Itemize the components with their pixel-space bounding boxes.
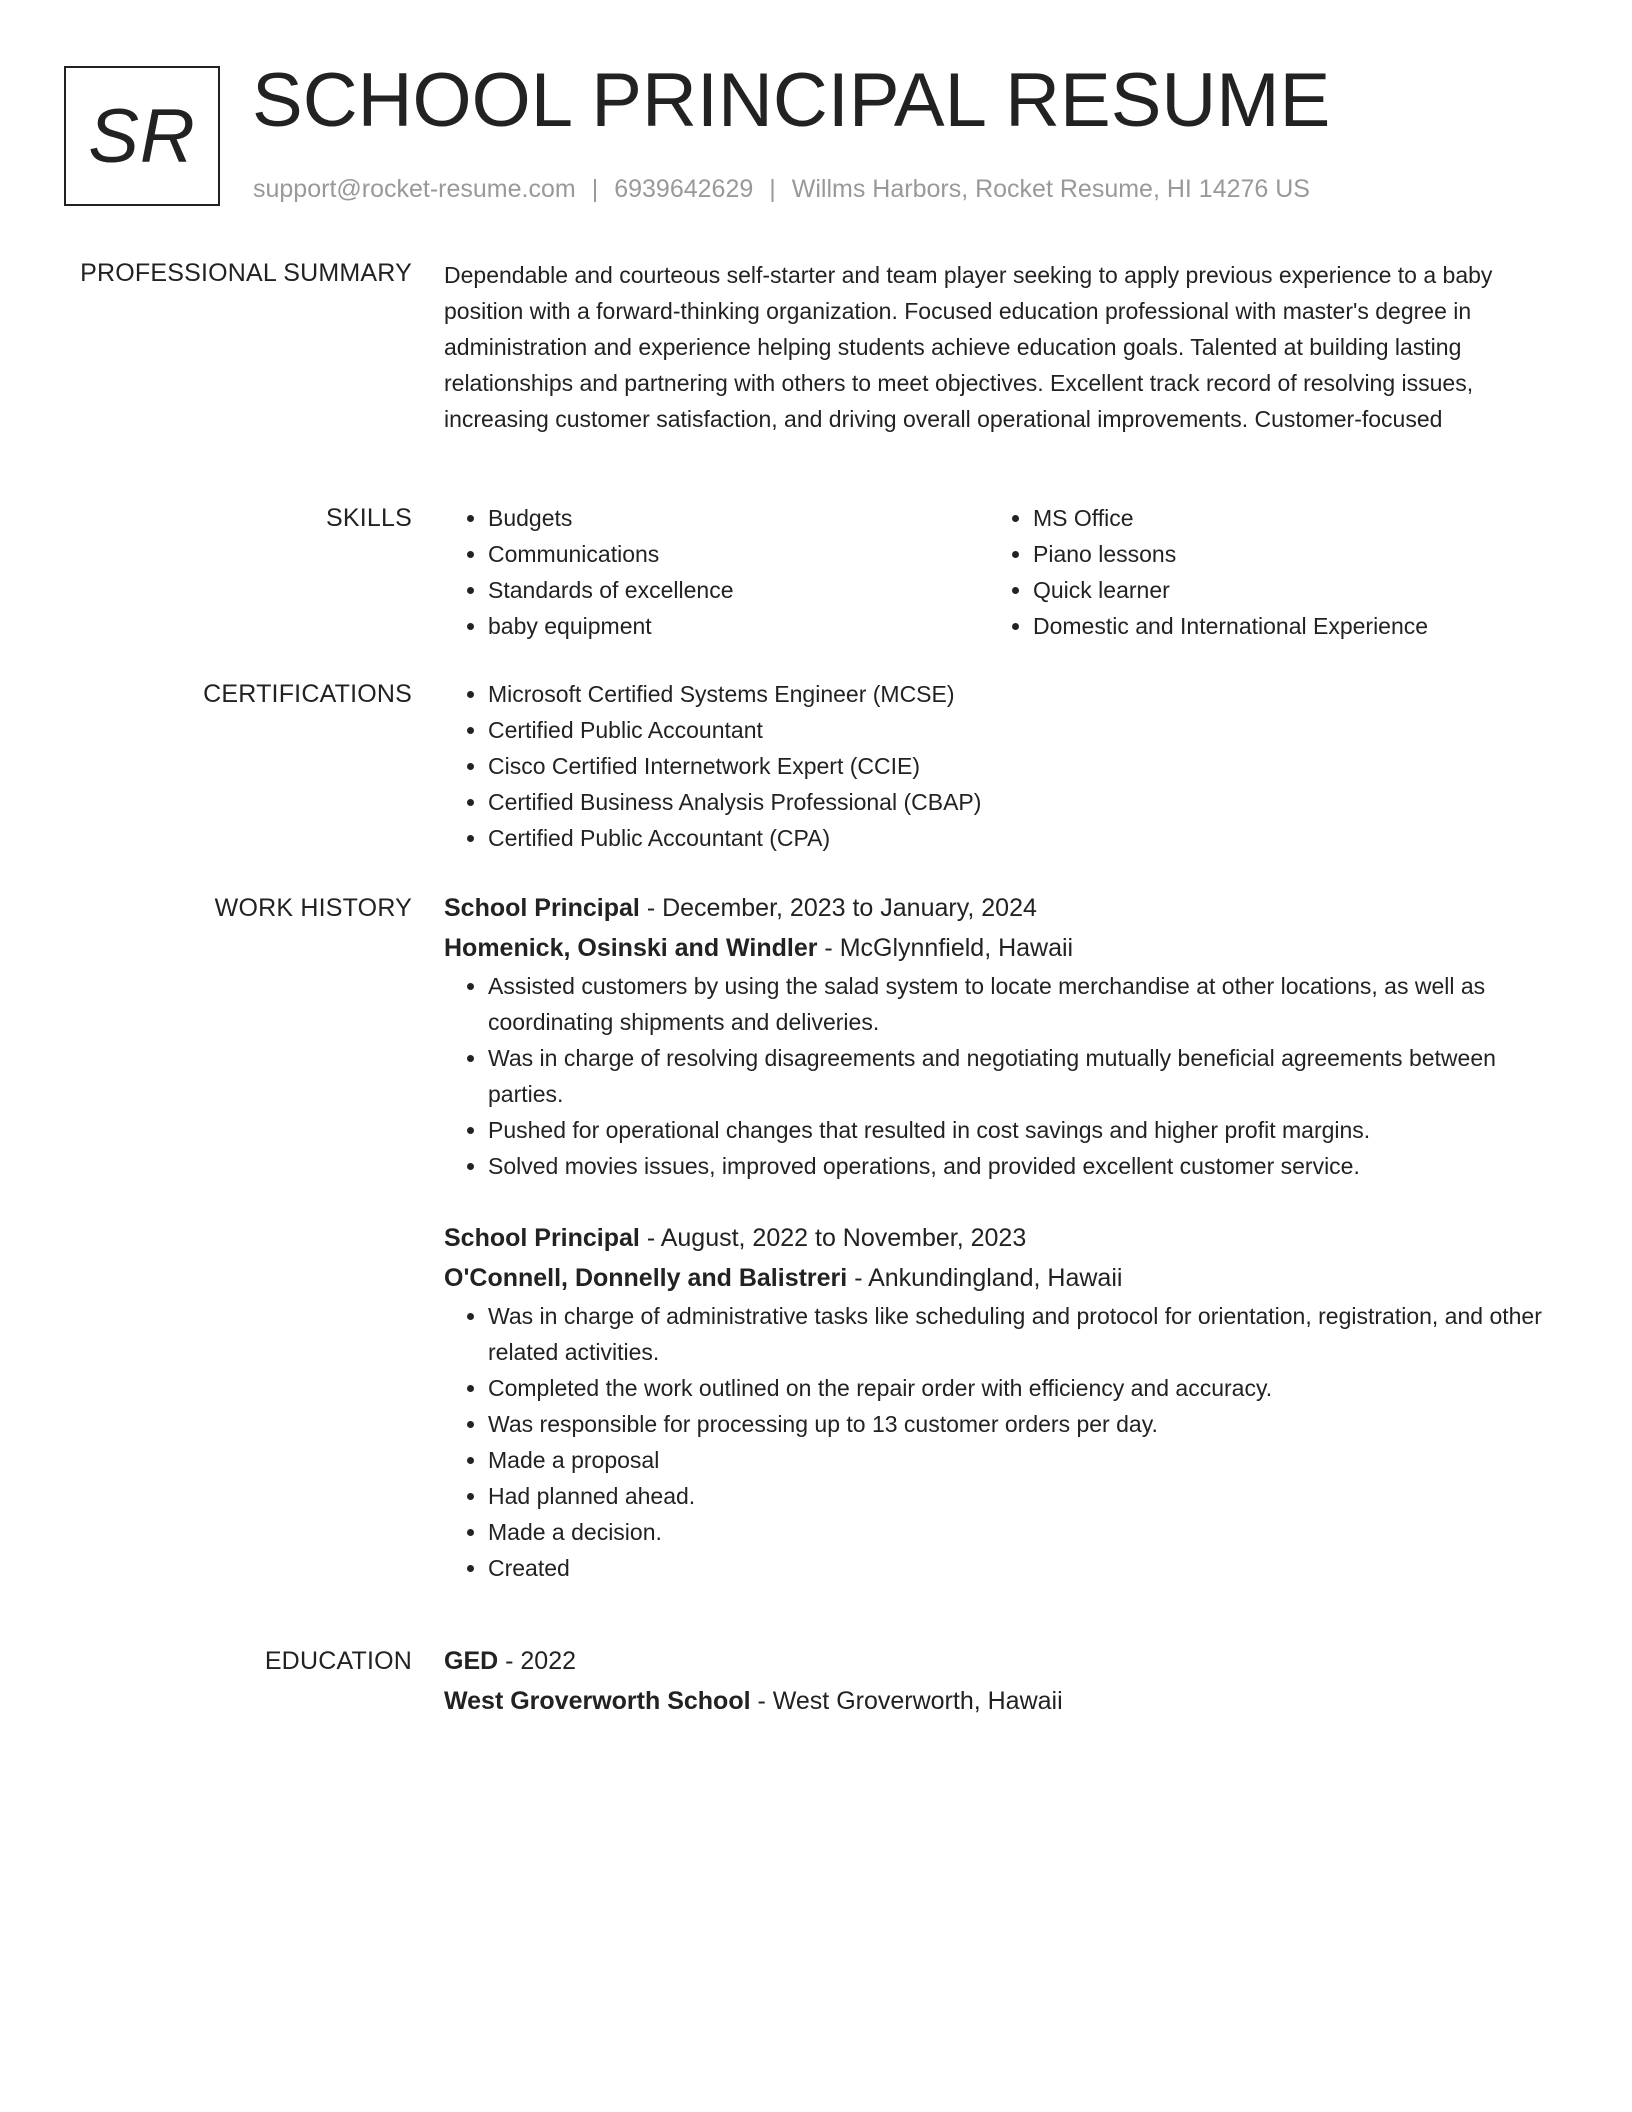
education-degree: GED	[444, 1647, 499, 1675]
job-title: School Principal	[444, 894, 640, 922]
job-bullet-list	[444, 968, 1544, 1184]
education-body	[444, 1641, 1544, 1721]
job-bullet: • Had planned ahead.	[488, 1478, 1544, 1514]
monogram-badge: SR	[64, 66, 220, 206]
certification-item: • Microsoft Certified Systems Engineer (MCSE)	[488, 676, 1544, 712]
skill-item: • Domestic and International Experience	[1033, 608, 1534, 644]
job-bullet: • Solved movies issues, improved operations, and provided excellent customer service.	[488, 1148, 1544, 1184]
skill-item: • Standards of excellence	[488, 572, 989, 608]
section-heading-certifications: CERTIFICATIONS	[203, 680, 412, 708]
job-company-line	[444, 1258, 1544, 1298]
job-entry	[444, 1218, 1544, 1586]
contact-address: Willms Harbors, Rocket Resume, HI 14276 US	[791, 175, 1310, 203]
job-bullet: • Pushed for operational changes that resulted in cost savings and higher profit margins.	[488, 1112, 1544, 1148]
section-heading-summary: PROFESSIONAL SUMMARY	[80, 259, 412, 287]
contact-line	[253, 172, 1310, 206]
job-entry	[444, 888, 1544, 1184]
summary-text: Dependable and courteous self-starter and team player seeking to apply previous experience to a baby position with a forward-thinking organization. Focused education professional with master's degree in administration and experience helping students achieve education goals. Talented at building lasting relationships and partnering with others to meet objectives. Excellent track record of resolving issues, increasing customer satisfaction, and driving overall operational improvements. Customer-focused	[444, 262, 1493, 432]
job-company: Homenick, Osinski and Windler	[444, 934, 818, 962]
skills-grid	[444, 500, 1544, 644]
skill-item: • Piano lessons	[1033, 536, 1534, 572]
skills-column-right	[989, 500, 1534, 644]
job-bullet: • Was responsible for processing up to 13 customer orders per day.	[488, 1406, 1544, 1442]
skills-column-left	[444, 500, 989, 644]
education-degree-line	[444, 1641, 1544, 1681]
job-bullet: • Completed the work outlined on the repair order with efficiency and accuracy.	[488, 1370, 1544, 1406]
skill-item: • Quick learner	[1033, 572, 1534, 608]
contact-phone[interactable]: 6939642629	[614, 175, 754, 203]
job-title-line	[444, 1218, 1544, 1258]
job-bullet: • Was in charge of administrative tasks like scheduling and protocol for orientation, registration, and other related activities.	[488, 1298, 1544, 1370]
contact-email[interactable]: support@rocket-resume.com	[253, 175, 576, 203]
certification-item: • Cisco Certified Internetwork Expert (CCIE)	[488, 748, 1544, 784]
job-bullet-list	[444, 1298, 1544, 1586]
skill-item: • Budgets	[488, 500, 989, 536]
skill-item: • MS Office	[1033, 500, 1534, 536]
section-heading-skills: SKILLS	[326, 504, 412, 532]
education-school: West Groverworth School	[444, 1687, 751, 1715]
certification-item: • Certified Public Accountant	[488, 712, 1544, 748]
job-dates: - August, 2022 to November, 2023	[639, 1224, 1027, 1252]
contact-separator: |	[769, 175, 776, 203]
education-school-line	[444, 1681, 1544, 1721]
job-bullet: • Made a decision.	[488, 1514, 1544, 1550]
job-title: School Principal	[444, 1224, 640, 1252]
summary-body	[444, 257, 1544, 437]
contact-separator: |	[591, 175, 599, 203]
job-title-line	[444, 888, 1544, 928]
job-bullet: • Made a proposal	[488, 1442, 1544, 1478]
work-history-body	[444, 888, 1544, 1586]
skill-item: • Communications	[488, 536, 989, 572]
education-year: - 2022	[498, 1647, 577, 1675]
skills-body	[444, 500, 1544, 644]
job-bullet: • Was in charge of resolving disagreements and negotiating mutually beneficial agreements between parties.	[488, 1040, 1544, 1112]
education-location: - West Groverworth, Hawaii	[750, 1687, 1063, 1715]
section-heading-work-history: WORK HISTORY	[214, 894, 412, 922]
job-bullet: • Assisted customers by using the salad system to locate merchandise at other locations, as well as coordinating shipments and deliveries.	[488, 968, 1544, 1040]
job-bullet: • Created	[488, 1550, 1544, 1586]
page-title: SCHOOL PRINCIPAL RESUME	[252, 58, 1331, 143]
section-heading-education: EDUCATION	[264, 1647, 412, 1675]
job-location: - McGlynnfield, Hawaii	[817, 934, 1074, 962]
certifications-body	[444, 676, 1544, 856]
job-company: O'Connell, Donnelly and Balistreri	[444, 1264, 848, 1292]
skill-item: • baby equipment	[488, 608, 989, 644]
job-dates: - December, 2023 to January, 2024	[639, 894, 1037, 922]
certification-item: • Certified Public Accountant (CPA)	[488, 820, 1544, 856]
job-company-line	[444, 928, 1544, 968]
certification-item: • Certified Business Analysis Professional (CBAP)	[488, 784, 1544, 820]
job-location: - Ankundingland, Hawaii	[847, 1264, 1123, 1292]
